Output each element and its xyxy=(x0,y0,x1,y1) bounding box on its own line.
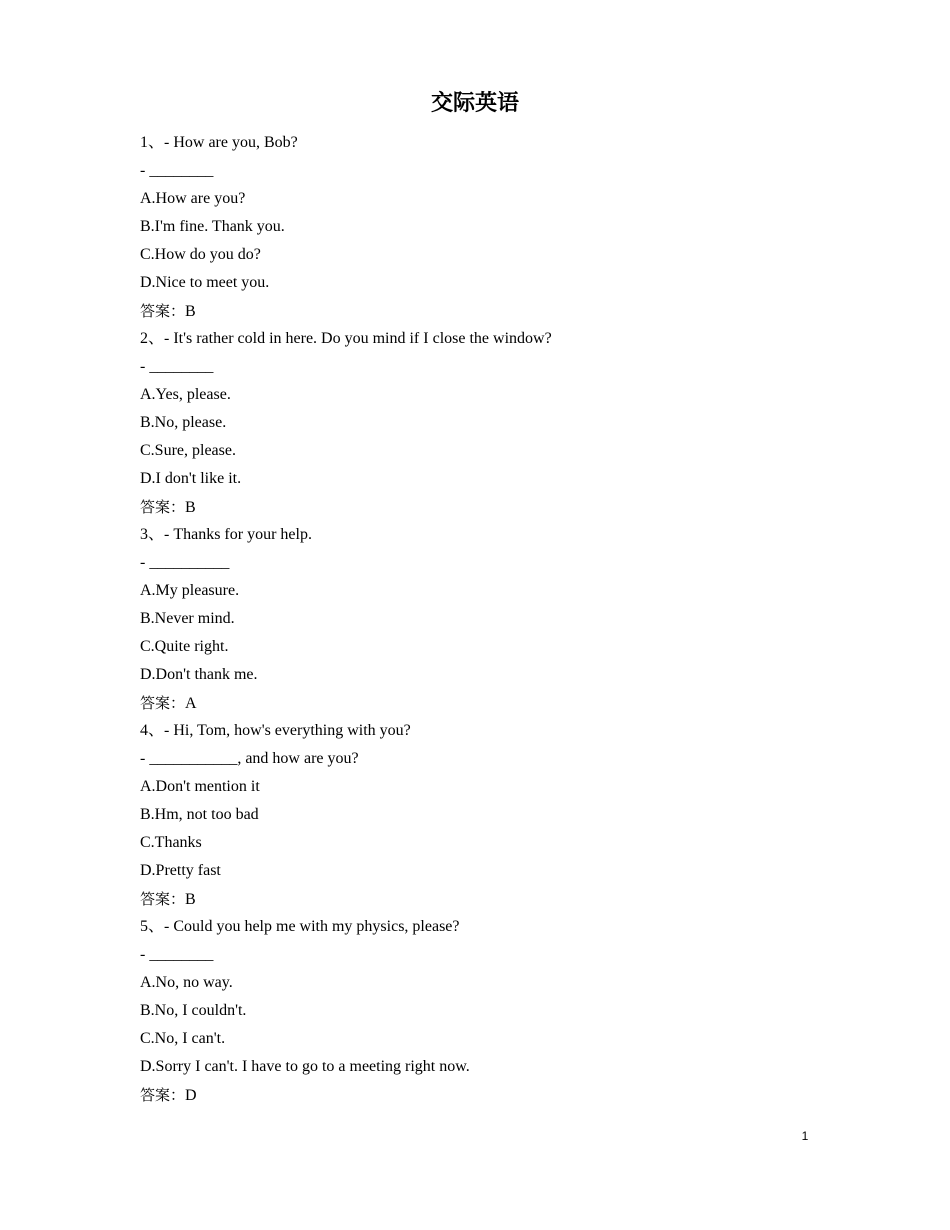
answer-line xyxy=(140,297,820,325)
question-block xyxy=(140,521,820,717)
answer-value: B xyxy=(185,891,196,908)
option-a: A.Don't mention it xyxy=(140,778,260,795)
answer-line xyxy=(140,493,820,521)
answer-value: D xyxy=(185,1087,197,1104)
question-stem: 1、- How are you, Bob? xyxy=(140,134,298,151)
answer-value: A xyxy=(185,695,197,712)
question-stem: 2、- It's rather cold in here. Do you mind if I close the window? xyxy=(140,330,552,347)
answer-label: 答案： xyxy=(140,890,186,908)
answer-label: 答案： xyxy=(140,1086,186,1104)
question-block xyxy=(140,717,820,913)
option-b: B.No, I couldn't. xyxy=(140,1002,247,1019)
option-c: C.Quite right. xyxy=(140,638,229,655)
option-d: D.I don't like it. xyxy=(140,470,242,487)
option-c: C.No, I can't. xyxy=(140,1030,226,1047)
answer-blank: - ________ xyxy=(140,946,214,963)
question-list xyxy=(140,129,820,1109)
option-d: D.Pretty fast xyxy=(140,862,221,879)
page-number: 1 xyxy=(801,1129,809,1143)
question-stem: 3、- Thanks for your help. xyxy=(140,526,312,543)
question-stem: 4、- Hi, Tom, how's everything with you? xyxy=(140,722,411,739)
answer-line xyxy=(140,1081,820,1109)
option-c: C.Sure, please. xyxy=(140,442,236,459)
option-a: A.Yes, please. xyxy=(140,386,231,403)
option-c: C.How do you do? xyxy=(140,246,261,263)
question-block xyxy=(140,913,820,1109)
option-a: A.How are you? xyxy=(140,190,246,207)
answer-value: B xyxy=(185,499,196,516)
answer-label: 答案： xyxy=(140,694,186,712)
option-a: A.No, no way. xyxy=(140,974,233,991)
answer-label: 答案： xyxy=(140,302,186,320)
answer-line xyxy=(140,689,820,717)
answer-blank: - __________ xyxy=(140,554,230,571)
option-d: D.Don't thank me. xyxy=(140,666,258,683)
option-d: D.Sorry I can't. I have to go to a meeting right now. xyxy=(140,1058,470,1075)
option-a: A.My pleasure. xyxy=(140,582,240,599)
option-b: B.I'm fine. Thank you. xyxy=(140,218,285,235)
option-b: B.Hm, not too bad xyxy=(140,806,259,823)
answer-blank: - ________ xyxy=(140,162,214,179)
page-title: 交际英语 xyxy=(430,91,519,116)
option-b: B.No, please. xyxy=(140,414,227,431)
answer-label: 答案： xyxy=(140,498,186,516)
option-c: C.Thanks xyxy=(140,834,202,851)
answer-blank: - ___________, and how are you? xyxy=(140,750,359,767)
option-d: D.Nice to meet you. xyxy=(140,274,270,291)
answer-value: B xyxy=(185,303,196,320)
question-block xyxy=(140,325,820,521)
question-stem: 5、- Could you help me with my physics, please? xyxy=(140,918,460,935)
answer-line xyxy=(140,885,820,913)
option-b: B.Never mind. xyxy=(140,610,235,627)
answer-blank: - ________ xyxy=(140,358,214,375)
question-block xyxy=(140,129,820,325)
